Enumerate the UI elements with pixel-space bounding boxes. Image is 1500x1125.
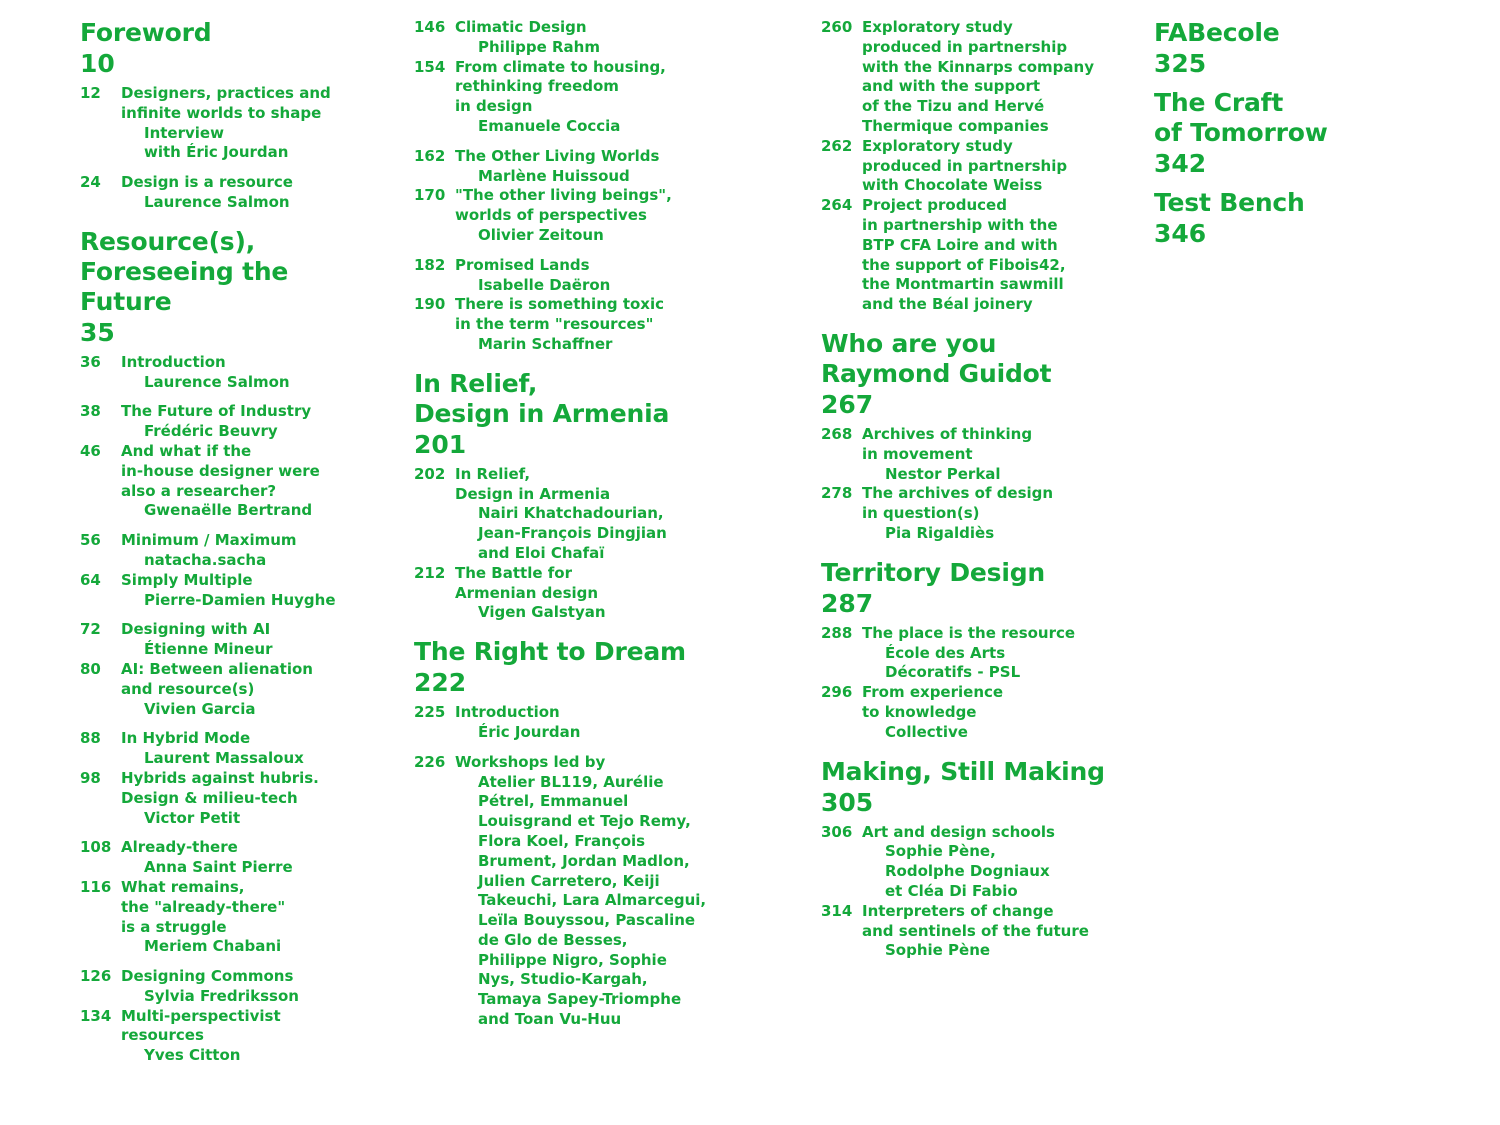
entry-page-number: 260	[821, 18, 853, 36]
toc-entry	[821, 902, 1121, 961]
entry-title: "The other living beings", worlds of perspectives	[455, 186, 672, 225]
entry-author: Isabelle Daëron	[478, 275, 611, 294]
entry-text	[121, 442, 380, 521]
section-title: In Relief, Design in Armenia	[414, 368, 670, 428]
entry-page-number: 72	[80, 620, 101, 639]
section-title: FABecole	[1154, 18, 1280, 47]
entry-page-number: 268	[821, 424, 853, 443]
entry-author: Vigen Galstyan	[478, 603, 606, 622]
toc-entry	[414, 295, 724, 354]
entry-author: Laurent Massaloux	[144, 749, 304, 768]
section-title: The Right to Dream	[414, 637, 686, 667]
section-page-number: 267	[821, 389, 874, 419]
toc-section	[80, 18, 380, 213]
entry-page-number: 134	[80, 1006, 112, 1025]
entry-page-number: 264	[821, 196, 853, 215]
entry-title: There is something toxic in the term "resources"	[455, 295, 665, 334]
entry-page-number: 64	[80, 570, 101, 589]
entry-title: Hybrids against hubris. Design & milieu-tech	[121, 768, 319, 807]
entry-title: Exploratory study produced in partnership with Chocolate Weiss	[862, 136, 1068, 195]
entry-page-number: 225	[414, 703, 446, 722]
entry-title: Already-there	[121, 838, 238, 857]
toc-entry	[821, 624, 1121, 683]
entry-page-number: 306	[821, 822, 853, 841]
entry-title: Climatic Design	[455, 18, 587, 36]
entry-text	[121, 838, 380, 878]
toc-section	[821, 329, 1121, 544]
entry-text	[862, 196, 1121, 315]
entry-title: Interpreters of change and sentinels of the future	[862, 901, 1089, 940]
entry-text	[121, 769, 380, 828]
entry-title: Designing with AI	[121, 620, 271, 639]
entry-text	[121, 660, 380, 719]
toc-section	[821, 18, 1121, 315]
toc-entry	[414, 18, 724, 58]
entry-page-number: 262	[821, 136, 853, 155]
entry-author: Nestor Perkal	[885, 464, 1001, 483]
entry-page-number: 88	[80, 729, 101, 748]
toc-entry	[414, 147, 724, 187]
entry-title: The Battle for Armenian design	[455, 563, 599, 602]
section-page-number: 201	[414, 429, 467, 459]
entry-text	[455, 295, 724, 354]
toc-entry	[414, 465, 724, 564]
entry-title: The place is the resource	[862, 623, 1076, 642]
entry-author: Victor Petit	[144, 808, 241, 827]
entry-text	[862, 18, 1121, 137]
section-page-number: 222	[414, 668, 467, 698]
toc-section	[1154, 18, 1454, 80]
entry-page-number: 296	[821, 683, 853, 702]
toc-section	[414, 369, 724, 623]
toc-entry	[80, 838, 380, 878]
entry-author: Olivier Zeitoun	[478, 225, 604, 244]
section-page-number: 305	[821, 787, 874, 817]
toc-entry	[821, 484, 1121, 543]
entry-title: From experience to knowledge	[862, 683, 1004, 721]
toc-entry	[80, 84, 380, 163]
entry-title: Exploratory study produced in partnership with the Kinnarps company and with the support of the Tizu and Hervé Thermique companies	[862, 18, 1094, 135]
entry-title: Simply Multiple	[121, 570, 253, 589]
toc-section	[414, 637, 724, 1030]
entry-author: Pierre-Damien Huyghe	[144, 590, 336, 609]
entry-text	[455, 564, 724, 623]
entry-page-number: 116	[80, 877, 112, 896]
entry-author: Yves Citton	[144, 1046, 241, 1065]
entry-text	[121, 967, 380, 1007]
entry-title: Designers, practices and infinite worlds to shape	[121, 84, 331, 122]
toc-column-4	[1154, 18, 1454, 258]
section-page-number: 287	[821, 588, 874, 618]
entry-page-number: 146	[414, 18, 446, 36]
entry-title: AI: Between alienation and resource(s)	[121, 659, 313, 698]
toc-entry	[80, 402, 380, 442]
entry-text	[121, 402, 380, 442]
toc-entry	[80, 967, 380, 1007]
entry-page-number: 278	[821, 484, 853, 503]
entry-author: Pia Rigaldiès	[885, 523, 995, 542]
entry-author: Laurence Salmon	[144, 372, 290, 391]
entry-page-number: 170	[414, 186, 446, 205]
entry-title: Introduction	[121, 352, 226, 371]
entry-title: And what if the in-house designer were also a researcher?	[121, 441, 320, 500]
entry-author: Gwenaëlle Bertrand	[144, 501, 313, 520]
entry-title: Design is a resource	[121, 173, 293, 192]
section-page-number: 346	[1154, 219, 1207, 248]
entry-author: Anna Saint Pierre	[144, 858, 293, 877]
entry-text	[121, 173, 380, 213]
entry-page-number: 226	[414, 752, 446, 771]
entry-text	[862, 425, 1121, 484]
entry-title: Project produced in partnership with the BTP CFA Loire and with the support of Fibois42, the Montmartin sawmill and the Béal joinery	[862, 196, 1066, 314]
entry-text	[862, 902, 1121, 961]
toc-entry	[80, 878, 380, 957]
toc-column-3	[821, 18, 1121, 975]
entry-text	[455, 18, 724, 58]
entry-page-number: 126	[80, 967, 112, 986]
entry-text	[121, 571, 380, 611]
toc-section	[414, 18, 724, 355]
toc-entry	[414, 58, 724, 137]
section-page-number: 342	[1154, 149, 1207, 178]
entry-page-number: 182	[414, 255, 446, 274]
entry-title: In Hybrid Mode	[121, 729, 251, 748]
toc-section	[1154, 88, 1454, 180]
section-page-number: 10	[80, 49, 115, 78]
toc-entry	[80, 173, 380, 213]
entry-title: In Relief, Design in Armenia	[455, 464, 611, 503]
entry-author: Collective	[885, 722, 968, 741]
toc-column-2	[414, 18, 724, 1044]
toc-section	[80, 227, 380, 1066]
entry-page-number: 288	[821, 623, 853, 642]
entry-text	[121, 878, 380, 957]
entry-title: Designing Commons	[121, 967, 294, 986]
entry-title: Workshops led by	[455, 752, 606, 771]
entry-author: Philippe Rahm	[478, 37, 600, 56]
entry-page-number: 98	[80, 768, 101, 787]
entry-text	[121, 620, 380, 660]
entry-author: Éric Jourdan	[478, 722, 581, 741]
entry-page-number: 80	[80, 659, 101, 678]
section-title: Test Bench	[1154, 188, 1305, 217]
toc-entry	[414, 564, 724, 623]
entry-text	[862, 624, 1121, 683]
entry-text	[455, 256, 724, 296]
entry-author: Nairi Khatchadourian, Jean-François Dingjian and Eloi Chafaï	[478, 504, 667, 562]
section-title: Resource(s), Foreseeing the Future	[80, 226, 289, 316]
section-title: Who are you Raymond Guidot	[821, 328, 1052, 388]
entry-text	[121, 1007, 380, 1066]
entry-title: Minimum / Maximum	[121, 531, 297, 550]
entry-author: Marlène Huissoud	[478, 166, 630, 185]
entry-text	[862, 823, 1121, 902]
toc-entry	[821, 18, 1121, 137]
entry-text	[121, 353, 380, 393]
toc-section	[821, 757, 1121, 962]
toc-entry	[414, 256, 724, 296]
entry-title: From climate to housing, rethinking freedom in design	[455, 57, 666, 116]
entry-author: Étienne Mineur	[144, 640, 273, 659]
section-title: The Craft of Tomorrow	[1154, 88, 1328, 147]
toc-entry	[414, 753, 724, 1030]
toc-column-1	[80, 18, 380, 1080]
toc-section	[821, 558, 1121, 743]
entry-page-number: 154	[414, 57, 446, 76]
entry-title: Archives of thinking in movement	[862, 424, 1033, 463]
entry-author: Emanuele Coccia	[478, 116, 621, 135]
entry-author: natacha.sacha	[144, 550, 267, 569]
toc-entry	[821, 683, 1121, 742]
toc-entry	[414, 186, 724, 245]
entry-author: Sophie Pène	[885, 941, 991, 960]
entry-text	[455, 465, 724, 564]
toc-entry	[80, 729, 380, 769]
entry-author: École des Arts Décoratifs - PSL	[885, 643, 1021, 682]
toc-entry	[80, 442, 380, 521]
entry-page-number: 12	[80, 84, 101, 102]
toc-entry	[821, 425, 1121, 484]
entry-page-number: 202	[414, 464, 446, 483]
toc-entry	[821, 823, 1121, 902]
entry-page-number: 190	[414, 295, 446, 314]
entry-text	[455, 753, 724, 1030]
entry-page-number: 162	[414, 146, 446, 165]
entry-text	[455, 186, 724, 245]
entry-author: Laurence Salmon	[144, 192, 290, 211]
entry-title: Multi-perspectivist resources	[121, 1006, 281, 1045]
entry-title: What remains, the "already-there" is a struggle	[121, 877, 286, 936]
toc-entry	[821, 196, 1121, 315]
entry-title: The Other Living Worlds	[455, 146, 660, 165]
entry-title: Art and design schools	[862, 822, 1055, 841]
entry-page-number: 108	[80, 838, 112, 857]
entry-title: Promised Lands	[455, 255, 590, 274]
section-page-number: 35	[80, 317, 115, 347]
entry-title: Introduction	[455, 703, 560, 722]
toc-entry	[80, 531, 380, 571]
entry-page-number: 46	[80, 441, 101, 460]
entry-author: Vivien Garcia	[144, 699, 256, 718]
toc-entry	[821, 137, 1121, 196]
entry-text	[862, 484, 1121, 543]
entry-page-number: 212	[414, 563, 446, 582]
toc-entry	[80, 1007, 380, 1066]
section-title: Foreword	[80, 18, 212, 47]
entry-author: Marin Schaffner	[478, 334, 613, 353]
entry-author: Sophie Pène, Rodolphe Dogniaux et Cléa Di Fabio	[885, 842, 1050, 900]
toc-entry	[80, 353, 380, 393]
entry-text	[121, 531, 380, 571]
entry-page-number: 38	[80, 402, 101, 421]
entry-page-number: 314	[821, 901, 853, 920]
entry-text	[121, 729, 380, 769]
section-title: Making, Still Making	[821, 756, 1105, 786]
entry-title: The archives of design in question(s)	[862, 484, 1054, 523]
entry-text	[455, 58, 724, 137]
toc-section	[1154, 188, 1454, 250]
entry-text	[455, 703, 724, 743]
section-page-number: 325	[1154, 49, 1207, 78]
entry-author: Meriem Chabani	[144, 937, 282, 956]
entry-author: Atelier BL119, Aurélie Pétrel, Emmanuel Louisgrand et Tejo Remy, Flora Koel, François Brument, Jordan Madlon, Julien Carretero, Keiji Takeuchi, Lara Almarcegui, Leïla Bouyssou, Pascaline de Glo de Besses, Philippe Nigro, Sophie Nys, Studio-Kargah, Tamaya Sapey-Triomphe and Toan Vu-Huu	[478, 772, 707, 1029]
entry-author: Interview with Éric Jourdan	[144, 123, 289, 162]
section-title: Territory Design	[821, 557, 1046, 587]
toc-entry	[414, 703, 724, 743]
toc-entry	[80, 660, 380, 719]
entry-page-number: 24	[80, 173, 101, 192]
entry-author: Sylvia Fredriksson	[144, 986, 299, 1005]
entry-author: Frédéric Beuvry	[144, 422, 278, 441]
toc-entry	[80, 571, 380, 611]
entry-page-number: 36	[80, 352, 101, 371]
entry-text	[121, 84, 380, 163]
entry-text	[862, 683, 1121, 742]
toc-entry	[80, 769, 380, 828]
entry-title: The Future of Industry	[121, 402, 312, 421]
entry-text	[455, 147, 724, 187]
entry-text	[862, 137, 1121, 196]
toc-entry	[80, 620, 380, 660]
entry-page-number: 56	[80, 531, 101, 550]
